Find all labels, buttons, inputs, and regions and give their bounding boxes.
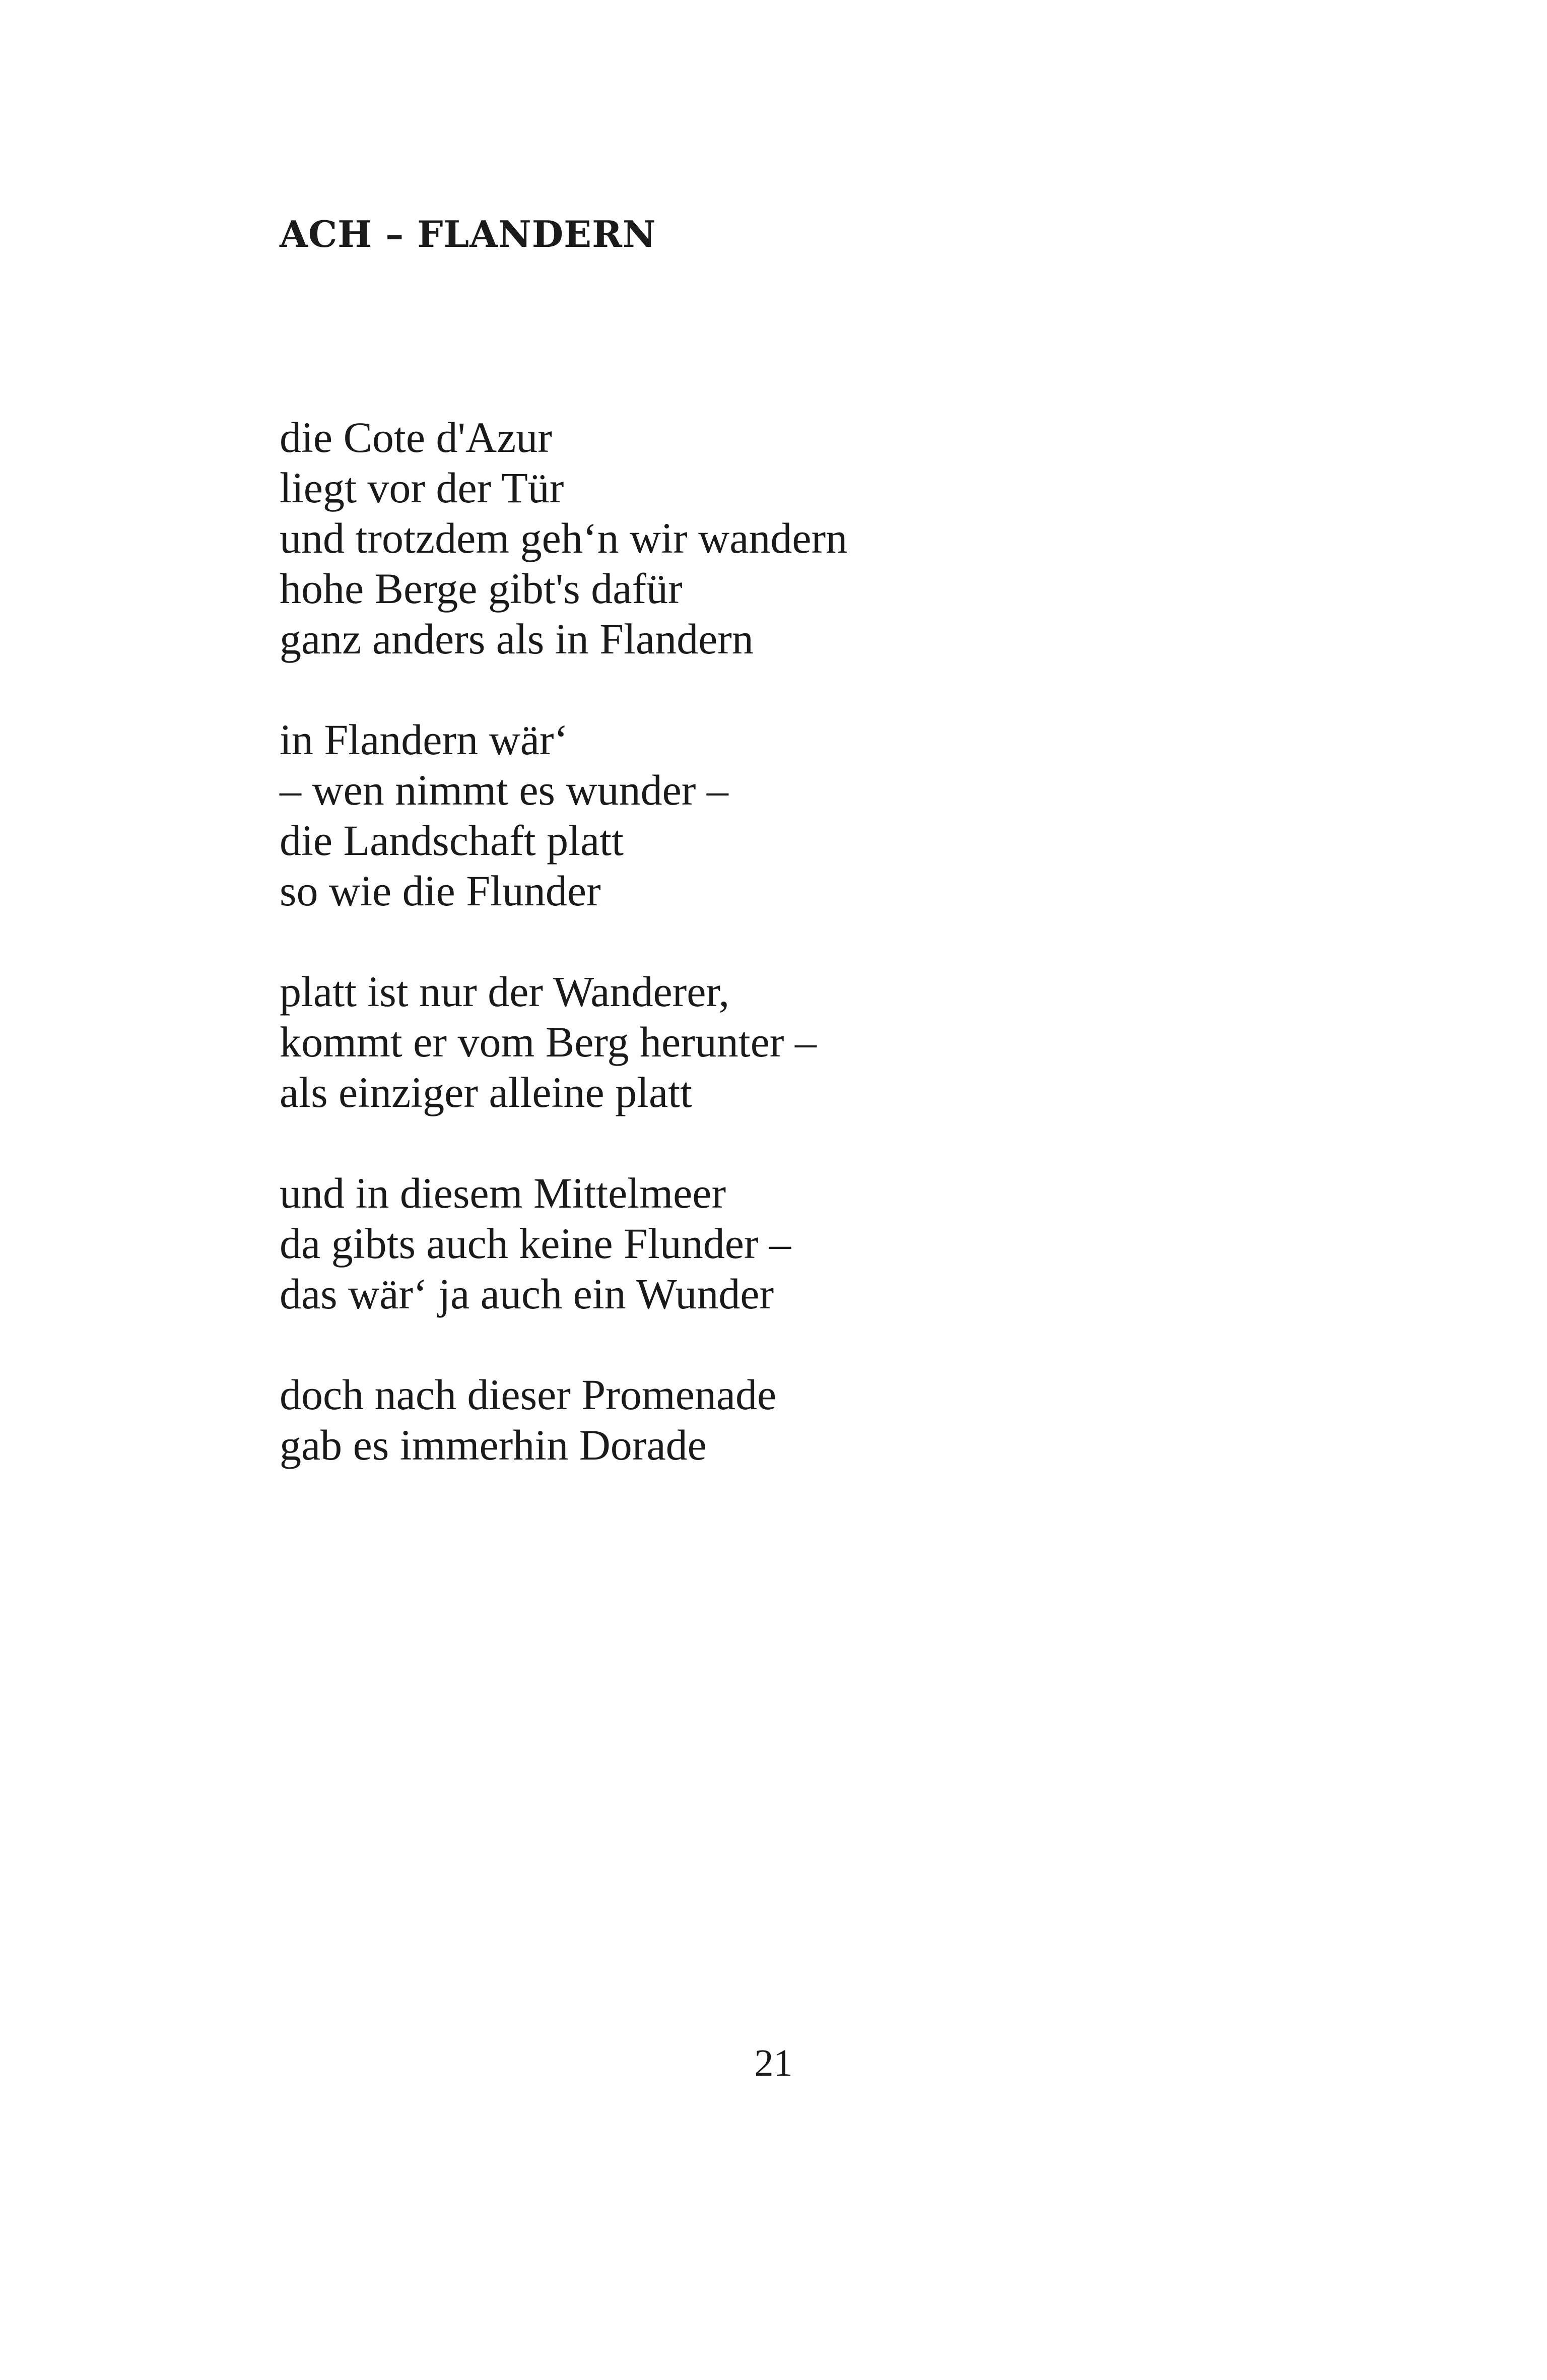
- poem-line: in Flandern wär‘: [280, 715, 569, 764]
- poem-line: die Cote d'Azur: [280, 413, 552, 461]
- page-number: 21: [754, 2042, 793, 2084]
- poem-line: doch nach dieser Promenade: [280, 1370, 777, 1419]
- poem-title: ACH – FLANDERN: [280, 213, 656, 255]
- poem-line: – wen nimmt es wunder –: [280, 766, 728, 814]
- poem-line: liegt vor der Tür: [280, 464, 564, 512]
- poem-line: da gibts auch keine Flunder –: [280, 1219, 791, 1268]
- poem-line: hohe Berge gibt's dafür: [280, 564, 683, 613]
- poem-line: die Landschaft platt: [280, 816, 624, 865]
- poem-line: und in diesem Mittelmeer: [280, 1169, 726, 1217]
- poem-line: gab es immerhin Dorade: [280, 1421, 707, 1469]
- poem-line: so wie die Flunder: [280, 867, 601, 915]
- stanza-4: [280, 1168, 1287, 1319]
- stanza-3: [280, 966, 1287, 1117]
- poem-line: als einziger alleine platt: [280, 1068, 693, 1116]
- stanza-2: [280, 714, 1287, 916]
- poem-line: platt ist nur der Wanderer,: [280, 967, 730, 1016]
- poem-line: und trotzdem geh‘n wir wandern: [280, 514, 848, 562]
- poem-line: das wär‘ ja auch ein Wunder: [280, 1270, 774, 1318]
- stanza-1: [280, 412, 1287, 664]
- poem-body: [280, 412, 1287, 1520]
- poem-line: kommt er vom Berg herunter –: [280, 1018, 817, 1066]
- stanza-5: [280, 1369, 1287, 1470]
- poem-line: ganz anders als in Flandern: [280, 615, 754, 663]
